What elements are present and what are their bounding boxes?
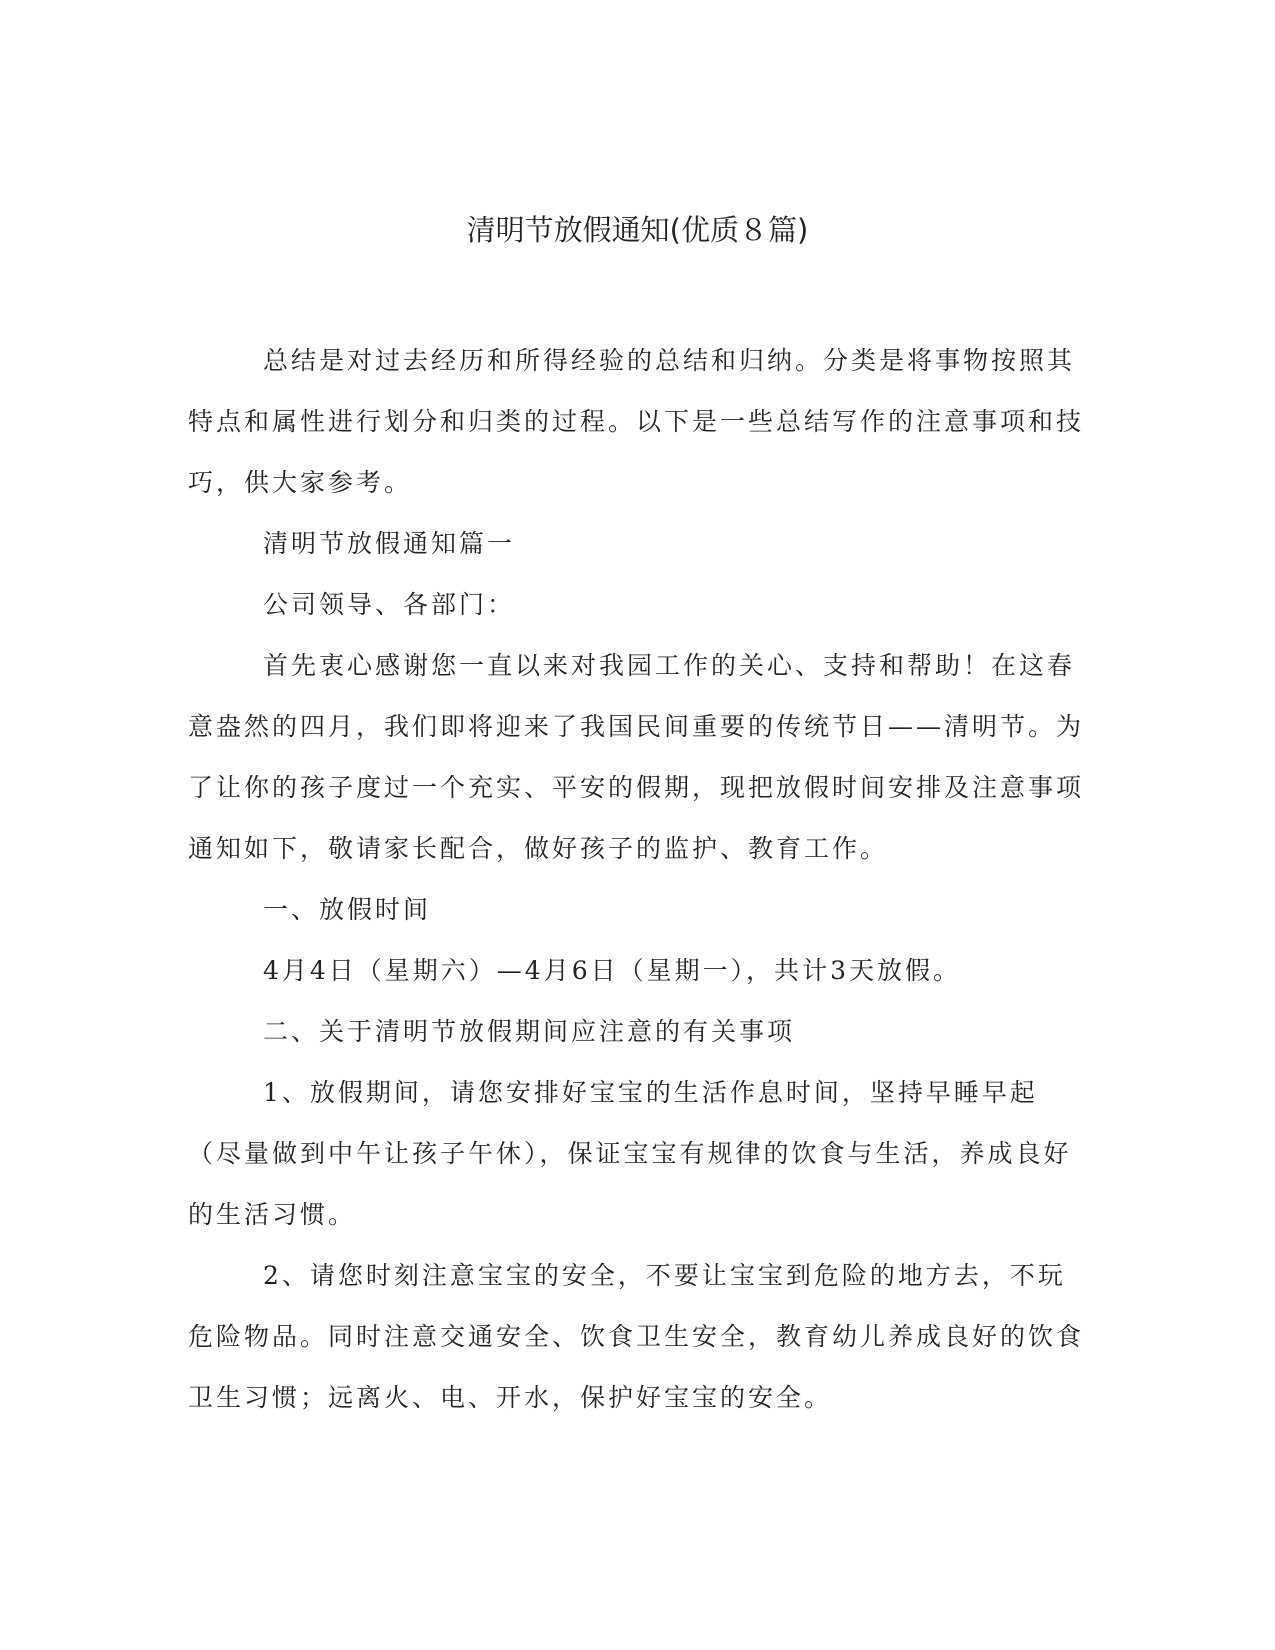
heading-precautions: 二、关于清明节放假期间应注意的有关事项 [263, 1017, 796, 1046]
intro-paragraph: 总结是对过去经历和所得经验的总结和归纳。分类是将事物按照其特点和属性进行划分和归类的过程。以下是一些总结写作的注意事项和技巧，供大家参考。 [188, 346, 1085, 497]
notice-paragraph: 首先衷心感谢您一直以来对我园工作的关心、支持和帮助！在这春意盎然的四月，我们即将迎来了我国民间重要的传统节日——清明节。为了让你的孩子度过一个充实、平安的假期，现把放假时间安排及注意事项通知如下，敬请家长配合，做好孩子的监护、教育工作。 [188, 651, 1085, 863]
holiday-dates: 4月4日（星期六）—4月6日（星期一），共计3天放假。 [263, 956, 962, 985]
section-heading-article-one: 清明节放假通知篇一 [263, 529, 516, 558]
precaution-item-2: 2、请您时刻注意宝宝的安全，不要让宝宝到危险的地方去，不玩危险物品。同时注意交通安全、饮食卫生安全，教育幼儿养成良好的饮食卫生习惯；远离火、电、开水，保护好宝宝的安全。 [188, 1261, 1085, 1412]
precaution-item-1: 1、放假期间，请您安排好宝宝的生活作息时间，坚持早睡早起（尽量做到中午让孩子午休），保证宝宝有规律的饮食与生活，养成良好的生活习惯。 [188, 1078, 1072, 1229]
document-body [188, 330, 1088, 1428]
salutation: 公司领导、各部门： [263, 590, 516, 619]
document-title: 清明节放假通知(优质８篇) [466, 213, 809, 247]
heading-holiday-time: 一、放假时间 [263, 895, 432, 924]
